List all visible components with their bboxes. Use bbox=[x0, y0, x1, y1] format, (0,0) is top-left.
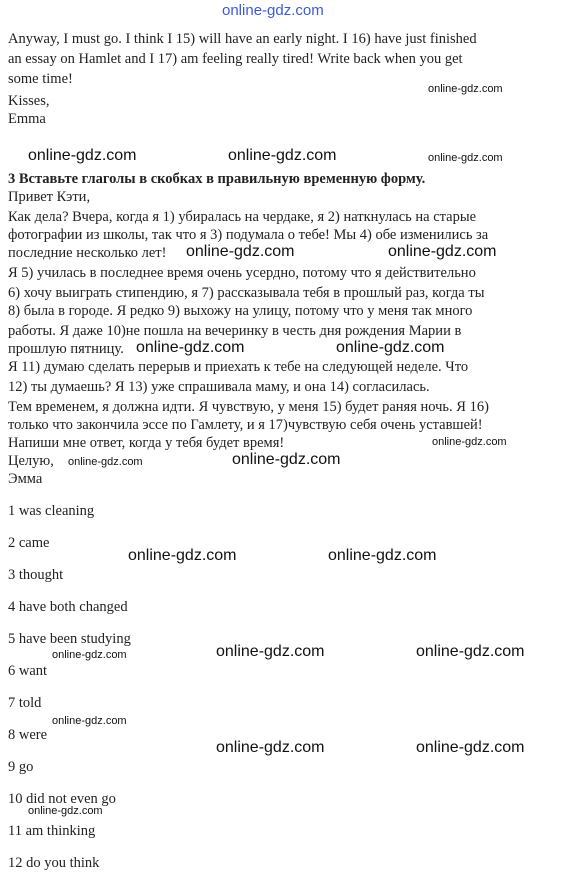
watermark: online-gdz.com bbox=[416, 643, 525, 660]
watermark: online-gdz.com bbox=[432, 436, 507, 448]
answer-item: 4 have both changed bbox=[8, 599, 128, 615]
answer-item: 1 was cleaning bbox=[8, 503, 95, 519]
answer-item: 8 were bbox=[8, 727, 48, 743]
letter-ru-line: фотографии из школы, так что я 3) подумала о тебе! Мы 4) обе изменились за bbox=[8, 227, 489, 243]
letter-ru-line: Как дела? Вчера, когда я 1) убиралась на чердаке, я 2) наткнулась на старые bbox=[8, 209, 477, 225]
letter-ru-line: 12) ты думаешь? Я 13) уже спрашивала маму, и она 14) согласилась. bbox=[8, 379, 430, 395]
letter-ru-line: Тем временем, я должна идти. Я чувствую, у меня 15) будет раняя ночь. Я 16) bbox=[8, 399, 489, 415]
answer-item: 2 came bbox=[8, 535, 50, 551]
answer-item: 6 want bbox=[8, 663, 48, 679]
watermark: online-gdz.com bbox=[328, 547, 437, 564]
task-title: 3 Вставьте глаголы в скобках в правильную временную форму. bbox=[8, 171, 426, 187]
letter-ru-line: только что закончила эссе по Гамлету, и я 17)чувствую себя очень уставшей! bbox=[8, 417, 483, 433]
letter-ru-line: Я 11) думаю сделать перерыв и приехать к тебе на следующей неделе. Что bbox=[8, 359, 469, 375]
letter-en-line: Anyway, I must go. I think I 15) will have an early night. I 16) have just finished bbox=[8, 31, 477, 47]
watermark: online-gdz.com bbox=[416, 739, 525, 756]
answer-item: 10 did not even go bbox=[8, 791, 116, 807]
watermark: online-gdz.com bbox=[28, 805, 103, 817]
watermark: online-gdz.com bbox=[428, 83, 503, 95]
letter-ru-line: Целую, bbox=[8, 453, 54, 469]
letter-ru-line: Напиши мне ответ, когда у тебя будет время! bbox=[8, 435, 285, 451]
answer-item: 5 have been studying bbox=[8, 631, 131, 647]
watermark: online-gdz.com bbox=[216, 739, 325, 756]
watermark: online-gdz.com bbox=[228, 147, 337, 164]
letter-en-line: Emma bbox=[8, 111, 46, 127]
letter-ru-line: 8) была в городе. Я редко 9) выхожу на улицу, потому что у меня так много bbox=[8, 303, 473, 319]
letter-en-line: some time! bbox=[8, 71, 73, 87]
answer-item: 7 told bbox=[8, 695, 42, 711]
letter-ru-line: работы. Я даже 10)не пошла на вечеринку в честь дня рождения Марии в bbox=[8, 323, 462, 339]
watermark: online-gdz.com bbox=[232, 451, 341, 468]
answer-item: 12 do you think bbox=[8, 855, 100, 871]
watermark: online-gdz.com bbox=[186, 243, 295, 260]
letter-ru-line: Привет Кэти, bbox=[8, 189, 91, 205]
letter-ru-line: Эмма bbox=[8, 471, 43, 487]
watermark: online-gdz.com bbox=[388, 243, 497, 260]
watermark: online-gdz.com bbox=[216, 643, 325, 660]
watermark: online-gdz.com bbox=[336, 339, 445, 356]
watermark: online-gdz.com bbox=[428, 152, 503, 164]
watermark: online-gdz.com bbox=[52, 649, 127, 661]
watermark: online-gdz.com bbox=[68, 456, 143, 468]
letter-en-line: an essay on Hamlet and I 17) am feeling really tired! Write back when you get bbox=[8, 51, 463, 67]
answer-item: 11 am thinking bbox=[8, 823, 96, 839]
header-watermark: online-gdz.com bbox=[222, 2, 324, 19]
watermark: online-gdz.com bbox=[128, 547, 237, 564]
answer-item: 3 thought bbox=[8, 567, 64, 583]
letter-ru-line: прошлую пятницу. bbox=[8, 341, 124, 357]
letter-en-line: Kisses, bbox=[8, 93, 50, 109]
letter-ru-line: последние несколько лет! bbox=[8, 245, 167, 261]
watermark: online-gdz.com bbox=[136, 339, 245, 356]
answer-item: 9 go bbox=[8, 759, 34, 775]
letter-ru-line: Я 5) училась в последнее время очень усердно, потому что я действительно bbox=[8, 265, 476, 281]
letter-ru-line: 6) хочу выиграть стипендию, я 7) рассказывала тебя в прошлый раз, когда ты bbox=[8, 285, 485, 301]
watermark: online-gdz.com bbox=[28, 147, 137, 164]
watermark: online-gdz.com bbox=[52, 715, 127, 727]
